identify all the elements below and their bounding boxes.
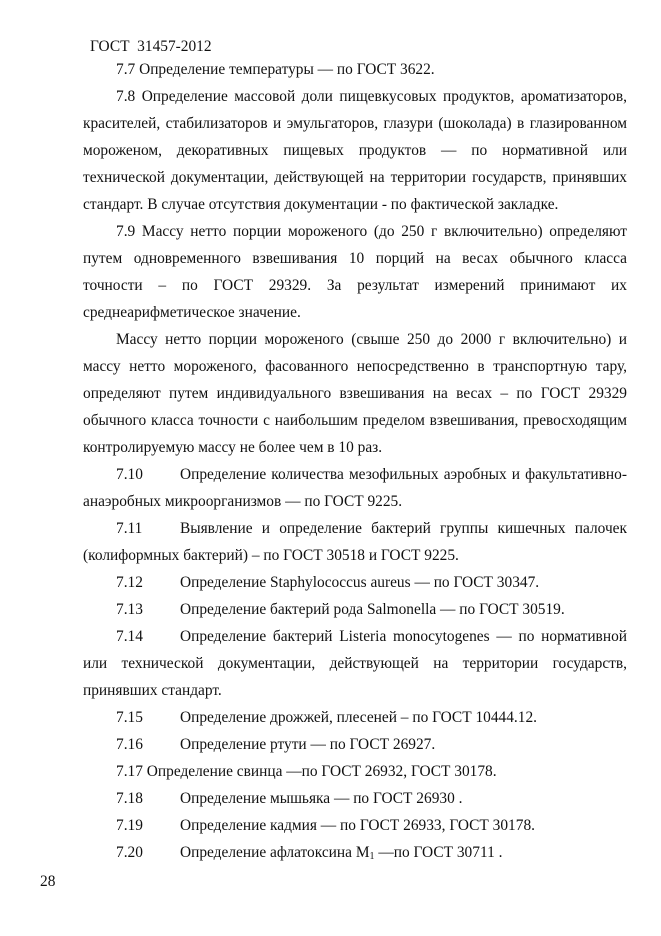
paragraph-7-9-continued: Массу нетто порции мороженого (свыше 250 до 2000 г включительно) и массу нетто мороженого, фасованного непосредственно в транспортную тару, определяют путем индивидуального взвешивания на весах – по ГОСТ 29329 обычного класса точности с наибольшим пределом взвешивания, превосходящим контролируемую массу не более чем в 10 раз. — [83, 331, 627, 456]
item-number: 7.13 — [116, 601, 143, 618]
item-number: 7.12 — [116, 574, 143, 591]
item-7-18 — [83, 785, 627, 812]
item-7-13 — [83, 596, 627, 623]
item-number: 7.15 — [116, 709, 143, 726]
item-text-before: Определение афлатоксина М — [180, 844, 370, 861]
paragraph-7-7: 7.7 Определение температуры — по ГОСТ 3622. — [116, 61, 435, 78]
item-text-after: —по ГОСТ 30711 . — [374, 844, 503, 861]
document-header: ГОСТ 31457-2012 — [90, 38, 212, 55]
item-text — [180, 844, 502, 861]
item-number: 7.18 — [116, 790, 143, 807]
item-number: 7.14 — [116, 628, 143, 645]
item-number: 7.19 — [116, 817, 143, 834]
item-7-15 — [83, 704, 627, 731]
item-7-17: 7.17 Определение свинца —по ГОСТ 26932, ГОСТ 30178. — [116, 763, 497, 780]
paragraph-7-9: 7.9 Массу нетто порции мороженого (до 250 г включительно) определяют путем одновременного взвешивания 10 порций на весах обычного класса точности – по ГОСТ 29329. За результат измерений принимают их среднеарифметическое значение. — [83, 223, 627, 321]
item-7-12 — [83, 569, 627, 596]
item-text: Определение кадмия — по ГОСТ 26933, ГОСТ 30178. — [180, 817, 535, 834]
document-body — [83, 56, 627, 866]
item-number: 7.16 — [116, 736, 143, 753]
item-7-16 — [83, 731, 627, 758]
item-text: Определение количества мезофильных аэробных и факультативно-анаэробных микроорганизмов — по ГОСТ 9225. — [83, 466, 627, 510]
item-7-10 — [83, 461, 627, 515]
item-number: 7.20 — [116, 844, 143, 861]
item-text: Выявление и определение бактерий группы кишечных палочек (колиформных бактерий) – по ГОСТ 30518 и ГОСТ 9225. — [83, 520, 627, 564]
paragraph-7-8: 7.8 Определение массовой доли пищевкусовых продуктов, ароматизаторов, красителей, стабилизаторов и эмульгаторов, глазури (шоколада) в глазированном мороженом, декоративных пищевых продуктов — по нормативной или технической документации, действующей на территории государств, принявших стандарт. В случае отсутствия документации - по фактической закладке. — [83, 88, 627, 213]
item-7-11 — [83, 515, 627, 569]
subscript: 1 — [369, 851, 375, 862]
item-text: Определение бактерий рода Salmonella — по ГОСТ 30519. — [180, 601, 565, 618]
item-7-14 — [83, 623, 627, 704]
page-number: 28 — [40, 873, 56, 890]
item-text: Определение мышьяка — по ГОСТ 26930 . — [180, 790, 463, 807]
item-7-19 — [83, 812, 627, 839]
item-text: Определение дрожжей, плесеней – по ГОСТ 10444.12. — [180, 709, 538, 726]
item-text: Определение бактерий Listeria monocytogenes — по нормативной или технической документации, действующей на территории государств, принявших стандарт. — [83, 628, 627, 699]
item-number: 7.10 — [116, 466, 143, 483]
item-number: 7.11 — [116, 520, 143, 537]
item-7-20 — [83, 839, 627, 866]
item-text: Определение Staphylococcus aureus — по ГОСТ 30347. — [180, 574, 540, 591]
item-text: Определение ртути — по ГОСТ 26927. — [180, 736, 436, 753]
